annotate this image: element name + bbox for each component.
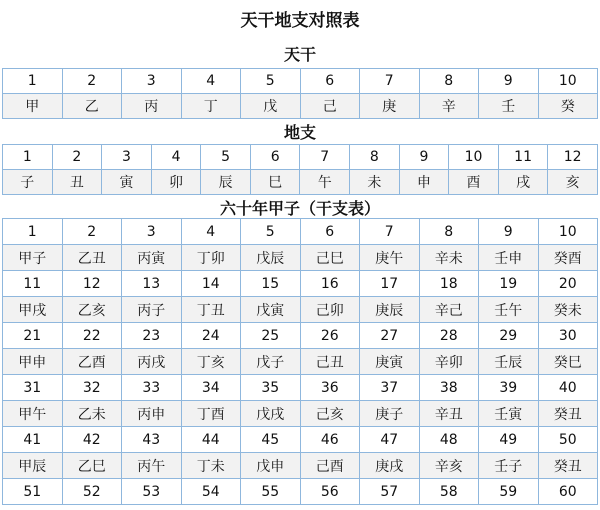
table-cell-number: 4 xyxy=(181,219,241,245)
tiangan-section-title: 天干 xyxy=(283,45,316,64)
table-cell-number: 53 xyxy=(122,479,182,505)
table-cell-text: 亥 xyxy=(548,170,598,195)
jiazi-number-row xyxy=(3,271,598,297)
table-cell-number: 5 xyxy=(201,145,251,170)
table-cell-number: 17 xyxy=(360,271,420,297)
table-cell-number: 40 xyxy=(538,375,598,401)
table-cell-text: 戊申 xyxy=(241,453,301,479)
jiazi-char-row xyxy=(3,453,598,479)
table-cell-text: 癸巳 xyxy=(538,349,598,375)
table-cell-text: 丙 xyxy=(122,94,182,119)
table-cell-number: 4 xyxy=(181,69,241,94)
table-cell-number: 14 xyxy=(181,271,241,297)
table-cell-text: 丙寅 xyxy=(122,245,182,271)
table-cell-number: 7 xyxy=(300,145,350,170)
jiazi-table xyxy=(2,218,598,505)
table-cell-text: 癸酉 xyxy=(538,245,598,271)
table-cell-text: 己丑 xyxy=(300,349,360,375)
jiazi-char-row xyxy=(3,349,598,375)
table-cell-number: 2 xyxy=(62,219,122,245)
table-cell-number: 1 xyxy=(3,145,53,170)
table-cell-number: 6 xyxy=(300,69,360,94)
table-cell-number: 23 xyxy=(122,323,182,349)
table-cell-text: 丁酉 xyxy=(181,401,241,427)
table-cell-text: 戊戌 xyxy=(241,401,301,427)
table-cell-number: 24 xyxy=(181,323,241,349)
table-cell-number: 22 xyxy=(62,323,122,349)
table-cell-number: 12 xyxy=(62,271,122,297)
table-cell-number: 7 xyxy=(360,69,420,94)
table-cell-number: 54 xyxy=(181,479,241,505)
table-cell-number: 50 xyxy=(538,427,598,453)
table-cell-text: 丙午 xyxy=(122,453,182,479)
jiazi-number-row xyxy=(3,219,598,245)
table-cell-text: 丙子 xyxy=(122,297,182,323)
table-cell-text: 戊辰 xyxy=(241,245,301,271)
table-cell-number: 4 xyxy=(151,145,201,170)
jiazi-char-row xyxy=(3,401,598,427)
table-cell-text: 巳 xyxy=(250,170,300,195)
table-cell-text: 辛己 xyxy=(419,297,479,323)
table-cell-number: 9 xyxy=(399,145,449,170)
table-cell-number: 56 xyxy=(300,479,360,505)
dizhi-number-row xyxy=(3,145,598,170)
table-cell-number: 44 xyxy=(181,427,241,453)
table-cell-number: 51 xyxy=(3,479,63,505)
table-cell-text: 壬午 xyxy=(479,297,539,323)
table-cell-number: 11 xyxy=(498,145,548,170)
table-cell-number: 5 xyxy=(241,219,301,245)
table-cell-number: 10 xyxy=(538,69,598,94)
table-cell-text: 丁亥 xyxy=(181,349,241,375)
table-cell-text: 壬 xyxy=(479,94,539,119)
table-cell-text: 午 xyxy=(300,170,350,195)
table-cell-number: 20 xyxy=(538,271,598,297)
table-cell-text: 丑 xyxy=(52,170,102,195)
table-cell-number: 31 xyxy=(3,375,63,401)
table-cell-text: 甲午 xyxy=(3,401,63,427)
table-cell-number: 55 xyxy=(241,479,301,505)
table-cell-text: 庚寅 xyxy=(360,349,420,375)
table-cell-number: 41 xyxy=(3,427,63,453)
table-cell-number: 39 xyxy=(479,375,539,401)
jiazi-char-row xyxy=(3,297,598,323)
table-cell-text: 庚子 xyxy=(360,401,420,427)
jiazi-number-row xyxy=(3,479,598,505)
table-cell-text: 丁卯 xyxy=(181,245,241,271)
table-cell-number: 3 xyxy=(122,69,182,94)
table-cell-text: 甲戌 xyxy=(3,297,63,323)
table-cell-number: 1 xyxy=(3,219,63,245)
table-cell-text: 丁未 xyxy=(181,453,241,479)
table-cell-text: 己巳 xyxy=(300,245,360,271)
table-cell-text: 乙丑 xyxy=(62,245,122,271)
table-cell-text: 辛 xyxy=(419,94,479,119)
table-cell-text: 戌 xyxy=(498,170,548,195)
table-cell-number: 52 xyxy=(62,479,122,505)
table-cell-number: 18 xyxy=(419,271,479,297)
table-cell-number: 5 xyxy=(241,69,301,94)
table-cell-text: 癸 xyxy=(538,94,598,119)
jiazi-number-row xyxy=(3,375,598,401)
table-cell-number: 10 xyxy=(449,145,499,170)
table-cell-number: 2 xyxy=(52,145,102,170)
table-cell-number: 34 xyxy=(181,375,241,401)
table-cell-text: 癸未 xyxy=(538,297,598,323)
table-cell-text: 乙 xyxy=(62,94,122,119)
table-cell-text: 甲子 xyxy=(3,245,63,271)
dizhi-section-title: 地支 xyxy=(283,123,316,142)
table-cell-number: 25 xyxy=(241,323,301,349)
table-cell-number: 13 xyxy=(122,271,182,297)
table-cell-text: 申 xyxy=(399,170,449,195)
tiangan-number-row xyxy=(3,69,598,94)
table-cell-number: 6 xyxy=(300,219,360,245)
table-cell-text: 乙亥 xyxy=(62,297,122,323)
table-cell-text: 乙巳 xyxy=(62,453,122,479)
table-cell-text: 酉 xyxy=(449,170,499,195)
table-cell-number: 16 xyxy=(300,271,360,297)
jiazi-number-row xyxy=(3,427,598,453)
table-cell-text: 戊 xyxy=(241,94,301,119)
table-cell-number: 29 xyxy=(479,323,539,349)
tiangan-char-row xyxy=(3,94,598,119)
table-cell-text: 壬申 xyxy=(479,245,539,271)
table-cell-number: 28 xyxy=(419,323,479,349)
table-cell-number: 27 xyxy=(360,323,420,349)
table-cell-number: 12 xyxy=(548,145,598,170)
table-cell-number: 33 xyxy=(122,375,182,401)
table-cell-number: 58 xyxy=(419,479,479,505)
table-cell-text: 壬子 xyxy=(479,453,539,479)
table-cell-number: 7 xyxy=(360,219,420,245)
table-cell-number: 32 xyxy=(62,375,122,401)
table-cell-number: 30 xyxy=(538,323,598,349)
table-cell-text: 甲辰 xyxy=(3,453,63,479)
table-cell-text: 丁 xyxy=(181,94,241,119)
table-cell-text: 甲 xyxy=(3,94,63,119)
table-cell-number: 3 xyxy=(122,219,182,245)
table-cell-text: 辛丑 xyxy=(419,401,479,427)
table-cell-number: 21 xyxy=(3,323,63,349)
table-cell-text: 卯 xyxy=(151,170,201,195)
table-cell-text: 辛未 xyxy=(419,245,479,271)
table-cell-text: 庚午 xyxy=(360,245,420,271)
table-cell-number: 48 xyxy=(419,427,479,453)
table-cell-number: 3 xyxy=(102,145,152,170)
table-cell-number: 26 xyxy=(300,323,360,349)
table-cell-text: 丁丑 xyxy=(181,297,241,323)
table-cell-text: 癸丑 xyxy=(538,453,598,479)
table-cell-text: 壬寅 xyxy=(479,401,539,427)
table-cell-number: 36 xyxy=(300,375,360,401)
table-cell-text: 子 xyxy=(3,170,53,195)
dizhi-table xyxy=(2,144,598,195)
table-cell-number: 43 xyxy=(122,427,182,453)
table-cell-text: 戊子 xyxy=(241,349,301,375)
table-cell-number: 59 xyxy=(479,479,539,505)
table-cell-number: 35 xyxy=(241,375,301,401)
table-cell-number: 45 xyxy=(241,427,301,453)
table-cell-number: 1 xyxy=(3,69,63,94)
table-cell-text: 丙申 xyxy=(122,401,182,427)
table-cell-text: 己 xyxy=(300,94,360,119)
table-cell-text: 辰 xyxy=(201,170,251,195)
table-cell-text: 己卯 xyxy=(300,297,360,323)
table-cell-text: 己亥 xyxy=(300,401,360,427)
table-cell-number: 8 xyxy=(419,69,479,94)
jiazi-number-row xyxy=(3,323,598,349)
table-cell-text: 庚戌 xyxy=(360,453,420,479)
table-cell-number: 47 xyxy=(360,427,420,453)
dizhi-char-row xyxy=(3,170,598,195)
table-cell-text: 乙未 xyxy=(62,401,122,427)
jiazi-char-row xyxy=(3,245,598,271)
table-cell-number: 38 xyxy=(419,375,479,401)
jiazi-section-title: 六十年甲子（干支表） xyxy=(219,199,380,218)
table-cell-number: 37 xyxy=(360,375,420,401)
table-cell-number: 9 xyxy=(479,219,539,245)
table-cell-number: 6 xyxy=(250,145,300,170)
table-cell-text: 癸丑 xyxy=(538,401,598,427)
table-cell-number: 8 xyxy=(419,219,479,245)
table-cell-number: 10 xyxy=(538,219,598,245)
table-cell-number: 46 xyxy=(300,427,360,453)
table-cell-text: 庚辰 xyxy=(360,297,420,323)
table-cell-number: 42 xyxy=(62,427,122,453)
table-cell-text: 辛卯 xyxy=(419,349,479,375)
page-title: 天干地支对照表 xyxy=(240,11,360,31)
tiangan-table xyxy=(2,68,598,119)
table-cell-number: 8 xyxy=(350,145,400,170)
table-cell-number: 57 xyxy=(360,479,420,505)
table-cell-text: 戊寅 xyxy=(241,297,301,323)
table-cell-number: 49 xyxy=(479,427,539,453)
table-cell-text: 寅 xyxy=(102,170,152,195)
table-cell-number: 19 xyxy=(479,271,539,297)
table-cell-text: 未 xyxy=(350,170,400,195)
table-cell-text: 壬辰 xyxy=(479,349,539,375)
table-cell-number: 15 xyxy=(241,271,301,297)
table-cell-text: 丙戌 xyxy=(122,349,182,375)
table-cell-text: 庚 xyxy=(360,94,420,119)
table-cell-number: 60 xyxy=(538,479,598,505)
table-cell-number: 11 xyxy=(3,271,63,297)
table-cell-text: 己酉 xyxy=(300,453,360,479)
table-cell-number: 9 xyxy=(479,69,539,94)
table-cell-number: 2 xyxy=(62,69,122,94)
table-cell-text: 乙酉 xyxy=(62,349,122,375)
table-cell-text: 辛亥 xyxy=(419,453,479,479)
table-cell-text: 甲申 xyxy=(3,349,63,375)
